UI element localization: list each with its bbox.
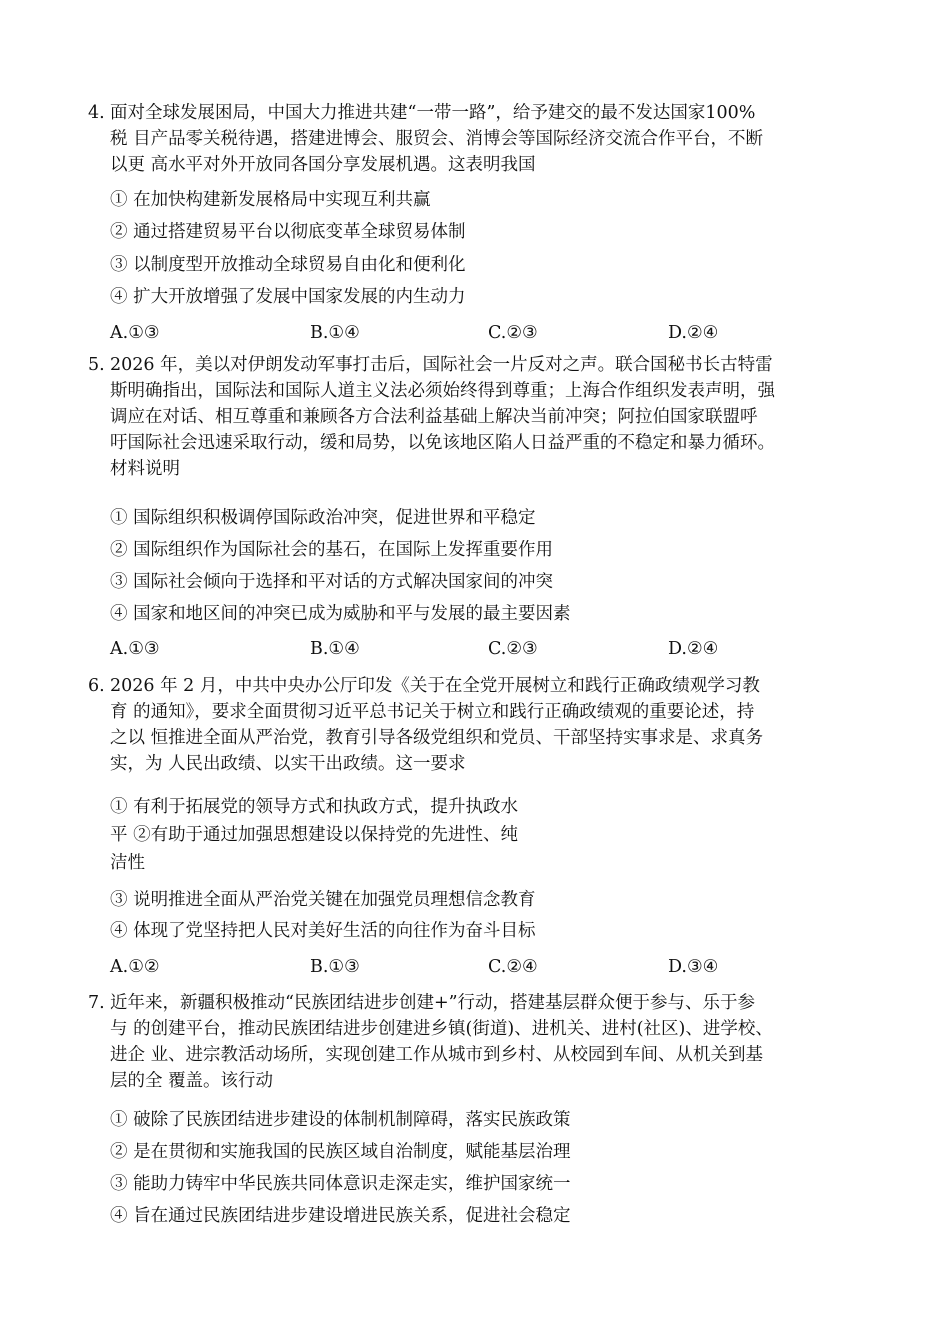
option-2: ② 国际组织作为国际社会的基石，在国际上发挥重要作用 [110,540,554,560]
question-number: 4. [88,103,105,123]
option-3: ③ 国际社会倾向于选择和平对话的方式解决国家间的冲突 [110,572,554,592]
answer-b: B.①④ [310,323,360,343]
stem-line: 层的全 覆盖。该行动 [110,1071,274,1091]
option-1: ① 在加快构建新发展格局中实现互利共赢 [110,190,431,210]
question-stem [110,352,848,482]
answer-b: B.①③ [310,957,360,977]
answer-d: D.③④ [668,957,719,977]
stem-line: 近年来，新疆积极推动“民族团结进步创建+”行动，搭建基层群众便于参与、乐于参 [110,993,756,1013]
stem-line: 吁国际社会迅速采取行动，缓和局势，以免该地区陷人日益严重的不稳定和暴力循环。 [110,433,775,453]
option-4: ④ 体现了党坚持把人民对美好生活的向往作为奋斗目标 [110,921,536,941]
answer-a: A.①③ [110,639,160,659]
question-number: 5. [88,355,105,375]
question-5 [88,352,848,482]
option-4: ④ 国家和地区间的冲突已成为威胁和平与发展的最主要因素 [110,604,571,624]
stem-line: 材料说明 [110,459,180,479]
question-7 [88,990,848,1094]
answer-c: C.②③ [488,639,538,659]
stem-line: 税 目产品零关税待遇，搭建进博会、服贸会、消博会等国际经济交流合作平台，不断 [110,129,764,149]
stem-line: 实，为 人民出政绩、以实干出政绩。这一要求 [110,754,466,774]
question-stem [110,100,848,178]
option-4: ④ 扩大开放增强了发展中国家发展的内生动力 [110,287,466,307]
question-4 [88,100,848,178]
question-number: 7. [88,993,105,1013]
option-2-continued: 洁性 [110,853,145,873]
option-1: ① 有利于拓展党的领导方式和执政方式，提升执政水 [110,797,519,817]
option-3: ③ 以制度型开放推动全球贸易自由化和便利化 [110,255,466,275]
question-stem [110,673,848,777]
option-2: ② 是在贯彻和实施我国的民族区域自治制度，赋能基层治理 [110,1142,571,1162]
question-number: 6. [88,676,105,696]
option-2: 平 ②有助于通过加强思想建设以保持党的先进性、纯 [110,825,519,845]
answer-a: A.①② [110,957,160,977]
option-1: ① 破除了民族团结进步建设的体制机制障碍，落实民族政策 [110,1110,571,1130]
stem-line: 调应在对话、相互尊重和兼顾各方合法利益基础上解决当前冲突；阿拉伯国家联盟呼 [110,407,758,427]
option-4: ④ 旨在通过民族团结进步建设增进民族关系，促进社会稳定 [110,1206,571,1226]
answer-c: C.②④ [488,957,538,977]
option-1: ① 国际组织积极调停国际政治冲突，促进世界和平稳定 [110,508,536,528]
answer-d: D.②④ [668,323,719,343]
stem-line: 以更 高水平对外开放同各国分享发展机遇。这表明我国 [110,155,536,175]
option-3: ③ 能助力铸牢中华民族共同体意识走深走实，维护国家统一 [110,1174,571,1194]
stem-line: 面对全球发展困局，中国大力推进共建“一带一路”，给予建交的最不发达国家100% [110,103,756,123]
stem-line: 之以 恒推进全面从严治党，教育引导各级党组织和党员、干部坚持实事求是、求真务 [110,728,764,748]
stem-line: 与 的创建平台，推动民族团结进步创建进乡镇(街道)、进机关、进村(社区)、进学校、 [110,1019,773,1039]
stem-line: 斯明确指出，国际法和国际人道主义法必须始终得到尊重；上海合作组织发表声明，强 [110,381,775,401]
stem-line: 进企 业、进宗教活动场所，实现创建工作从城市到乡村、从校园到车间、从机关到基 [110,1045,764,1065]
option-3: ③ 说明推进全面从严治党关键在加强党员理想信念教育 [110,890,536,910]
question-6 [88,673,848,777]
answer-a: A.①③ [110,323,160,343]
stem-line: 育 的通知》，要求全面贯彻习近平总书记关于树立和践行正确政绩观的重要论述，持 [110,702,755,722]
stem-line: 2026 年，美以对伊朗发动军事打击后，国际社会一片反对之声。联合国秘书长古特雷 [110,355,773,375]
answer-c: C.②③ [488,323,538,343]
stem-line: 2026 年 2 月，中共中央办公厅印发《关于在全党开展树立和践行正确政绩观学习教 [110,676,760,696]
question-stem [110,990,848,1094]
answer-d: D.②④ [668,639,719,659]
option-2: ② 通过搭建贸易平台以彻底变革全球贸易体制 [110,222,466,242]
answer-b: B.①④ [310,639,360,659]
